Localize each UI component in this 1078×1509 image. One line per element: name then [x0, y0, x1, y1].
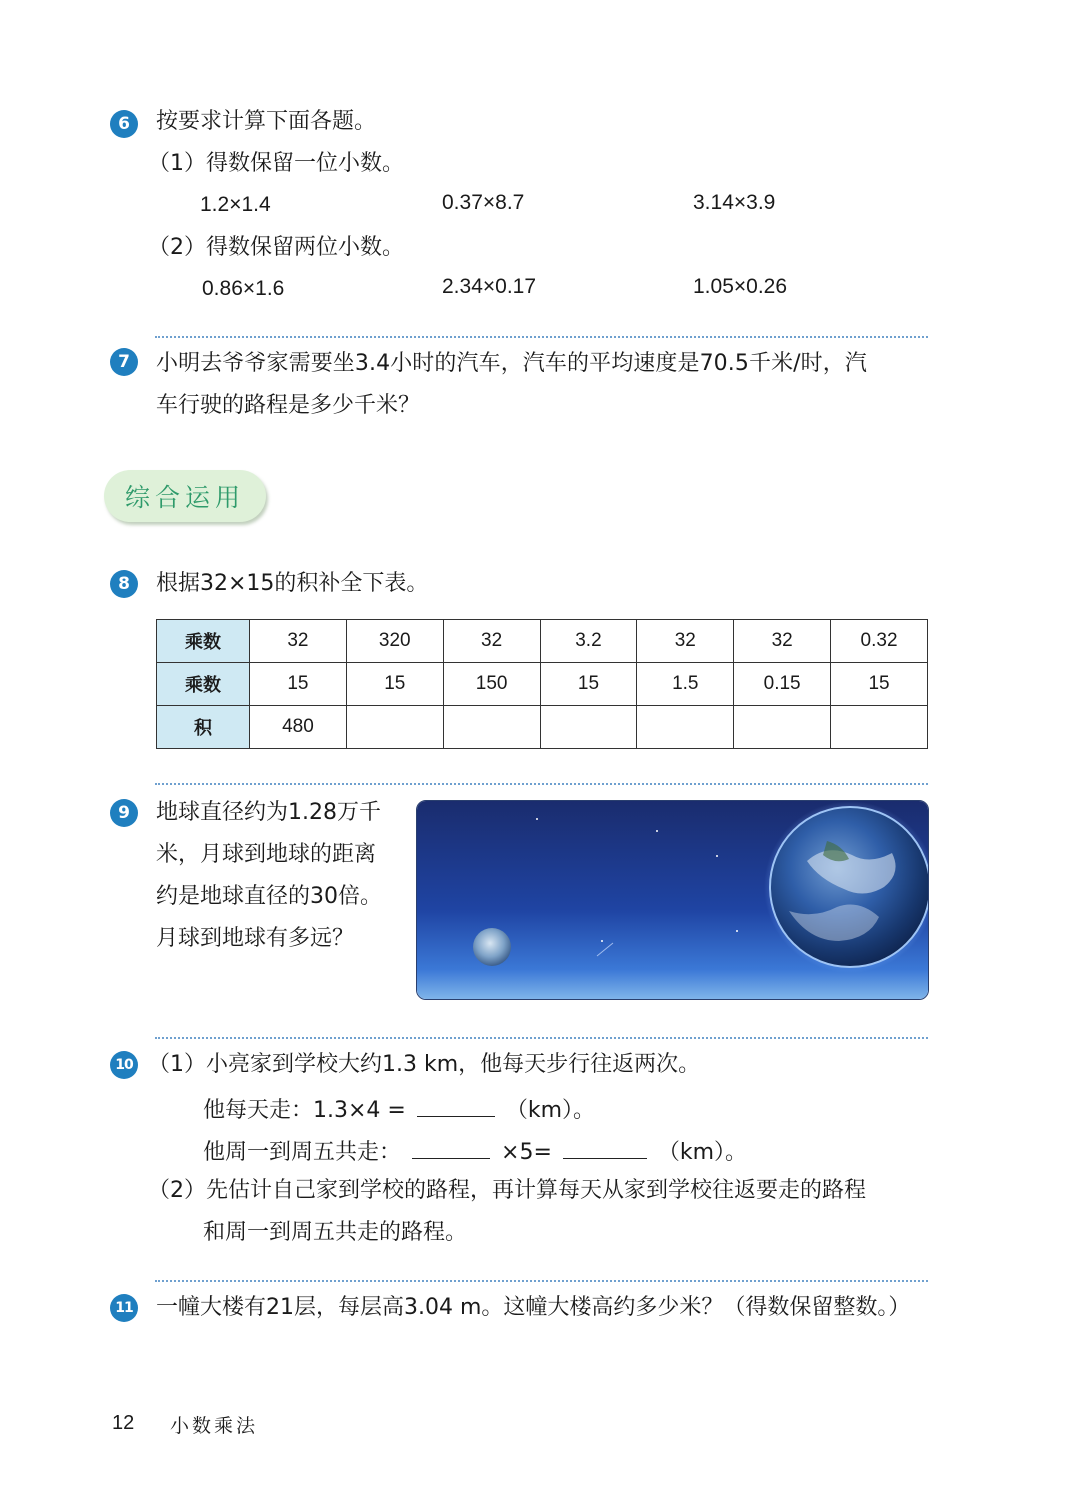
q6-title: 按要求计算下面各题。	[156, 109, 377, 134]
table-cell-empty[interactable]	[346, 706, 443, 749]
question-number-9: 9	[110, 799, 138, 827]
table-cell-empty[interactable]	[831, 706, 928, 749]
table-row	[157, 663, 928, 706]
table-header-multiplier-1: 乘数	[157, 620, 250, 663]
q10-part2-line1: （2）先估计自己家到学校的路程，再计算每天从家到学校往返要走的路程	[148, 1178, 866, 1203]
q6-expr-6: 1.05×0.26	[693, 275, 788, 298]
divider-3	[155, 1037, 928, 1039]
table-cell-empty[interactable]	[734, 706, 831, 749]
table-cell: 32	[734, 620, 831, 663]
q10-part1-line3	[203, 1134, 747, 1168]
table-cell: 15	[250, 663, 347, 706]
divider-1	[155, 336, 928, 338]
earth-moon-illustration	[416, 800, 929, 1000]
table-header-multiplier-2: 乘数	[157, 663, 250, 706]
q8-title: 根据32×15的积补全下表。	[156, 571, 429, 596]
table-cell: 3.2	[540, 620, 637, 663]
q6-expr-5: 2.34×0.17	[442, 275, 537, 298]
table-cell-empty[interactable]	[637, 706, 734, 749]
table-cell: 15	[540, 663, 637, 706]
q6-expr-3: 3.14×3.9	[693, 191, 776, 214]
q9-line3: 约是地球直径的30倍。	[156, 884, 382, 909]
q6-part1-label: （1）得数保留一位小数。	[148, 151, 404, 176]
question-number-7: 7	[110, 348, 138, 376]
q10-daily-unit: （km）。	[505, 1098, 596, 1123]
table-cell: 0.32	[831, 620, 928, 663]
table-cell: 15	[346, 663, 443, 706]
question-number-6: 6	[110, 110, 138, 138]
divider-4	[155, 1280, 928, 1282]
q10-weekly-blank-1[interactable]	[412, 1134, 490, 1159]
table-row	[157, 620, 928, 663]
q10-part1-line2	[203, 1092, 595, 1126]
page-number: 12	[112, 1412, 135, 1434]
divider-2	[155, 783, 928, 785]
q10-part2-line2: 和周一到周五共走的路程。	[203, 1220, 468, 1245]
table-row	[157, 706, 928, 749]
table-header-product: 积	[157, 706, 250, 749]
q9-line4: 月球到地球有多远？	[156, 926, 355, 951]
q6-part2-label: （2）得数保留两位小数。	[148, 235, 404, 260]
q10-daily-answer-blank[interactable]	[417, 1092, 495, 1117]
table-cell-empty[interactable]	[540, 706, 637, 749]
table-cell: 32	[250, 620, 347, 663]
product-table	[156, 619, 928, 749]
table-cell: 32	[637, 620, 734, 663]
q10-weekly-blank-2[interactable]	[563, 1134, 647, 1159]
question-number-8: 8	[110, 570, 138, 598]
q6-expr-2: 0.37×8.7	[442, 191, 525, 214]
table-cell: 15	[831, 663, 928, 706]
q7-line2: 车行驶的路程是多少千米？	[156, 393, 421, 418]
q11-text: 一幢大楼有21层，每层高3.04 m。这幢大楼高约多少米？（得数保留整数。）	[156, 1295, 911, 1320]
question-number-10: 10	[110, 1051, 138, 1079]
table-cell: 1.5	[637, 663, 734, 706]
q10-daily-label: 他每天走：1.3×4 =	[203, 1098, 406, 1123]
q6-expr-1: 1.2×1.4	[200, 193, 271, 216]
q10-weekly-label: 他周一到周五共走：	[203, 1140, 402, 1165]
q7-line1: 小明去爷爷家需要坐3.4小时的汽车，汽车的平均速度是70.5千米/时，汽	[156, 351, 867, 376]
chapter-title: 小数乘法	[170, 1415, 259, 1437]
table-cell: 150	[443, 663, 540, 706]
q6-expr-4: 0.86×1.6	[202, 277, 285, 300]
q9-line1: 地球直径约为1.28万千	[156, 800, 381, 825]
table-cell: 0.15	[734, 663, 831, 706]
q9-line2: 米，月球到地球的距离	[156, 842, 377, 867]
table-cell: 32	[443, 620, 540, 663]
q10-weekly-unit: （km）。	[657, 1140, 748, 1165]
table-cell: 320	[346, 620, 443, 663]
table-cell: 480	[250, 706, 347, 749]
space-scene-graphic	[417, 801, 928, 999]
question-number-11: 11	[110, 1294, 138, 1322]
q10-weekly-times: ×5=	[501, 1140, 552, 1165]
section-badge: 综合运用	[104, 470, 266, 522]
table-cell-empty[interactable]	[443, 706, 540, 749]
q10-part1-line1: （1）小亮家到学校大约1.3 km，他每天步行往返两次。	[148, 1052, 701, 1077]
